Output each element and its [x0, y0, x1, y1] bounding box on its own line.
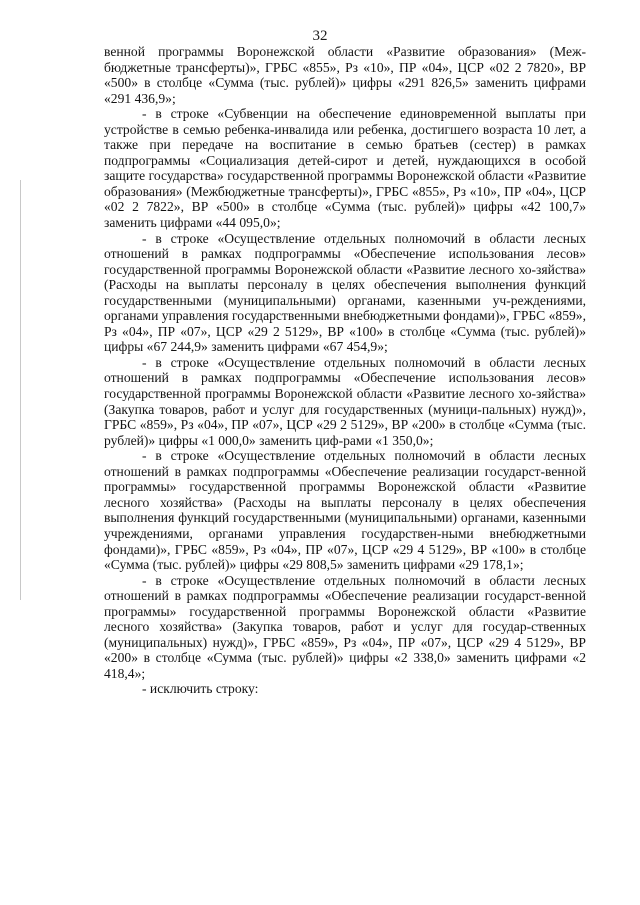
- paragraph-item: - в строке «Субвенции на обеспечение единовременной выплаты при устройстве в семью ребенка-инвалида или ребенка, достигшего возраста 10 лет, а также при передаче на воспитание в семью братьев (сестер) в рамках подпрограммы «Социализация детей-сирот и детей, нуждающихся в особой защите государства» государственной программы Воронежской области «Развитие образования» (Межбюджетные трансферты)», ГРБС «855», Рз «10», ПР «04», ЦСР «02 2 7822», ВР «500» в столбце «Сумма (тыс. рублей)» цифры «42 100,7» заменить цифрами «44 095,0»;: [104, 106, 586, 231]
- paragraph-item: - исключить строку:: [142, 681, 259, 697]
- paragraph-item: - в строке «Осуществление отдельных полномочий в области лесных отношений в рамках подпрограммы «Обеспечение использования лесов» государственной программы Воронежской области «Развитие лесного хо-зяйства» (Закупка товаров, работ и услуг для государственных (муници-пальных) нужд)», ГРБС «859», Рз «04», ПР «07», ЦСР «29 2 5129», ВР «200» в столбце «Сумма (тыс. рублей)» цифры «1 000,0» заменить циф-рами «1 350,0»;: [104, 354, 586, 448]
- document-body: [104, 44, 586, 697]
- page-number: 32: [312, 28, 328, 44]
- paragraph-continuation: венной программы Воронежской области «Развитие образования» (Меж-бюджетные трансферты)», ГРБС «855», Рз «10», ПР «04», ЦСР «02 2 7820», ВР «500» в столбце «Сумма (тыс. рублей)» цифры «291 826,5» заменить цифрами «291 436,9»;: [104, 44, 586, 106]
- margin-line: [20, 180, 21, 600]
- paragraph-item: - в строке «Осуществление отдельных полномочий в области лесных отношений в рамках подпрограммы «Обеспечение использования лесов» государственной программы Воронежской области «Развитие лесного хо-зяйства» (Расходы на выплаты персоналу в целях обеспечения выполнения функций государственными (муниципальными) органами, казенными уч-реждениями, органами управления государственными внебюджетными фондами)», ГРБС «859», Рз «04», ПР «07», ЦСР «29 2 5129», ВР «100» в столбце «Сумма (тыс. рублей)» цифры «67 244,9» заменить цифрами «67 454,9»;: [104, 230, 586, 355]
- paragraph-item: - в строке «Осуществление отдельных полномочий в области лесных отношений в рамках подпрограммы «Обеспечение реализации государст-венной программы» государственной программы Воронежской области «Развитие лесного хозяйства» (Закупка товаров, работ и услуг для государ-ственных (муниципальных) нужд)», ГРБС «859», Рз «04», ПР «07», ЦСР «29 4 5129», ВР «200» в столбце «Сумма (тыс. рублей)» цифры «2 338,0» заменить цифрами «2 418,4»;: [104, 572, 586, 681]
- paragraph-item: - в строке «Осуществление отдельных полномочий в области лесных отношений в рамках подпрограммы «Обеспечение реализации государст-венной программы» государственной программы Воронежской области «Развитие лесного хозяйства» (Расходы на выплаты персоналу в целях обеспечения выполнения функций государственными (муниципальными) органами, казенными учреждениями, органами управления государствен-ными внебюджетными фондами)», ГРБС «859», Рз «04», ПР «07», ЦСР «29 4 5129», ВР «100» в столбце «Сумма (тыс. рублей)» цифры «29 808,5» заменить цифрами «29 178,1»;: [104, 448, 586, 573]
